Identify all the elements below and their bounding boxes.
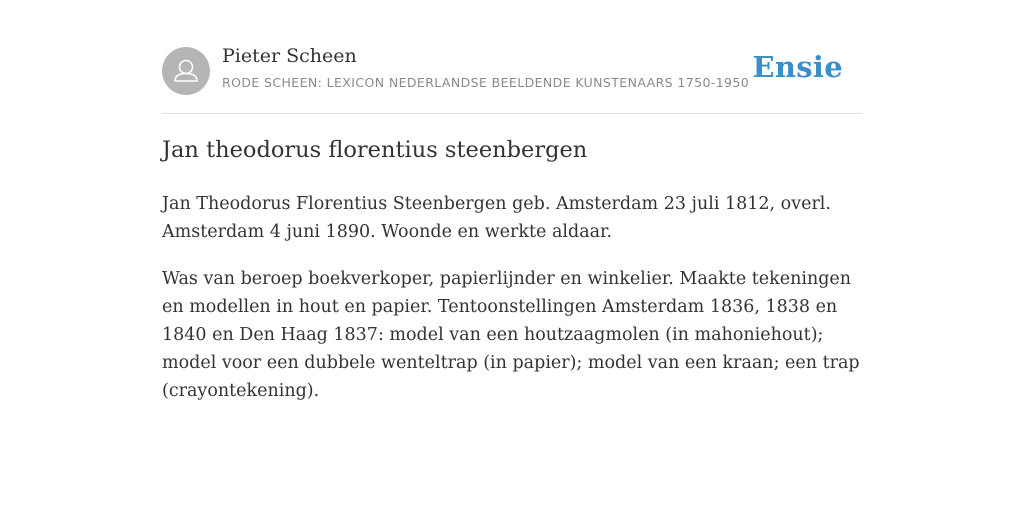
page-title: Jan theodorus florentius steenbergen [162,137,588,163]
source-lexicon[interactable]: RODE SCHEEN: LEXICON NEDERLANDSE BEELDENDE KUNSTENAARS 1750-1950 [222,75,750,90]
article-paragraph: Jan Theodorus Florentius Steenbergen geb. Amsterdam 23 juli 1812, overl. Amsterdam 4 juni 1890. Woonde en werkte aldaar. [162,194,831,242]
user-silhouette-icon [162,47,210,95]
author-name[interactable]: Pieter Scheen [222,45,357,67]
author-avatar[interactable] [162,47,210,95]
ensie-logo[interactable]: Ensie [752,50,843,84]
article-container [162,0,862,401]
article-paragraph: Was van beroep boekverkoper, papierlijnder en winkelier. Maakte tekeningen en modellen in hout en papier. Tentoonstellingen Amsterdam 1836, 1838 en 1840 en Den Haag 1837: model van een houtzaagmolen (in mahoniehout); model voor een dubbele wenteltrap (in papier); model van een kraan; een trap (crayontekening). [162,269,860,401]
article-header [162,0,862,114]
